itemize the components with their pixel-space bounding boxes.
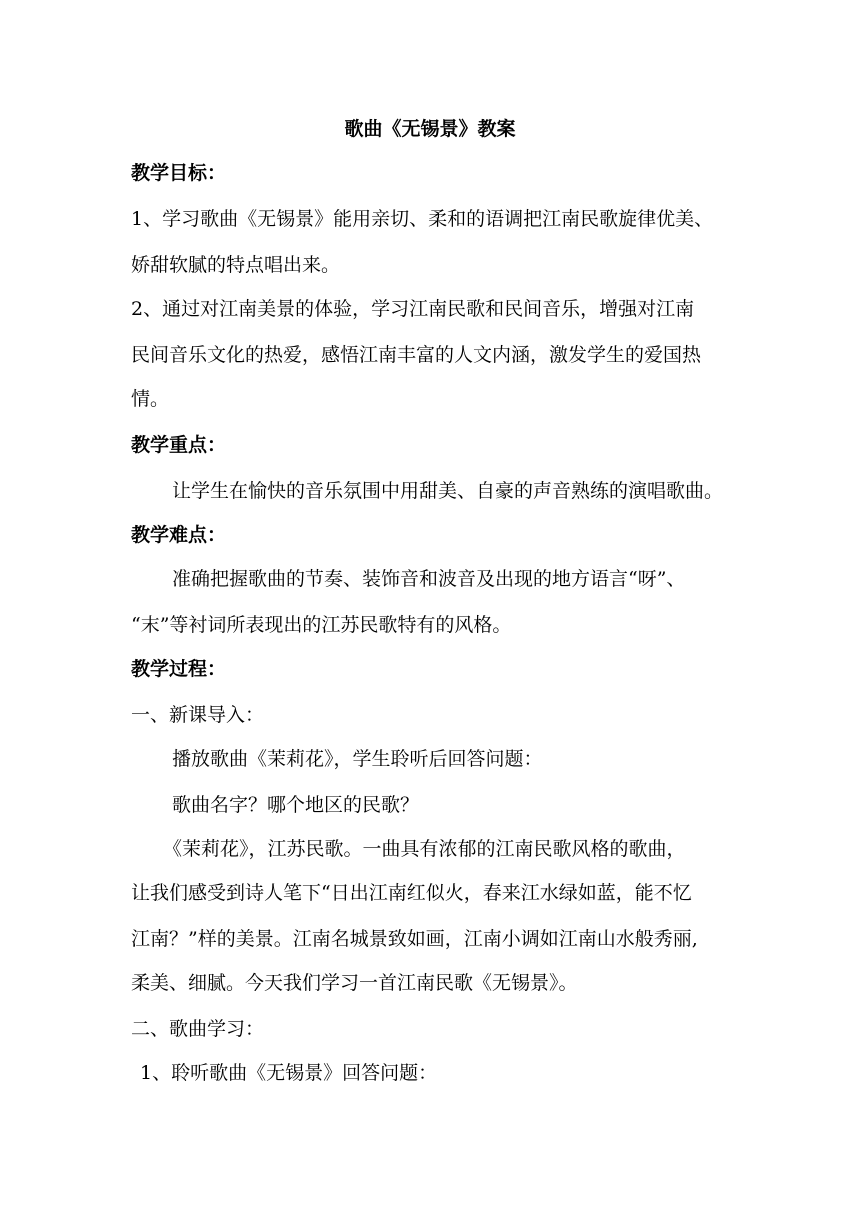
- section-1-paragraph-3-line-3: 江南？”样的美景。江南名城景致如画，江南小调如江南山水般秀丽,: [131, 928, 698, 950]
- objective-1-line-1: 1、学习歌曲《无锡景》能用亲切、柔和的语调把江南民歌旋律优美、: [131, 208, 714, 230]
- key-points-text: 让学生在愉快的音乐氛围中用甜美、自豪的声音熟练的演唱歌曲。: [172, 480, 724, 502]
- section-1-paragraph-3-line-1: 《茉莉花》，江苏民歌。一曲具有浓郁的江南民歌风格的歌曲，: [163, 838, 686, 860]
- section-1-paragraph-2: 歌曲名字？哪个地区的民歌？: [172, 794, 420, 816]
- section-1-paragraph-3-line-2: 让我们感受到诗人笔下“日出江南红似火，春来江水绿如蓝，能不忆: [131, 882, 692, 904]
- section-1-paragraph-1: 播放歌曲《茉莉花》，学生聆听后回答问题：: [172, 748, 543, 770]
- objective-2-line-2: 民间音乐文化的热爱，感悟江南丰富的人文内涵，激发学生的爱国热: [131, 344, 702, 366]
- section-2-heading: 二、歌曲学习：: [131, 1018, 265, 1040]
- objectives-heading: 教学目标：: [131, 162, 227, 184]
- difficulty-line-2: “末”等衬词所表现出的江苏民歌特有的风格。: [131, 614, 512, 636]
- objective-2-line-1: 2、通过对江南美景的体验，学习江南民歌和民间音乐，增强对江南: [131, 298, 695, 320]
- process-heading: 教学过程：: [131, 658, 227, 680]
- section-1-paragraph-3-line-4: 柔美、细腻。今天我们学习一首江南民歌《无锡景》。: [131, 972, 578, 994]
- section-1-heading: 一、新课导入：: [131, 704, 265, 726]
- difficulty-line-1: 准确把握歌曲的节奏、装饰音和波音及出现的地方语言“呀”、: [172, 568, 686, 590]
- objective-2-line-3: 情。: [131, 388, 170, 410]
- objective-1-line-2: 娇甜软腻的特点唱出来。: [131, 254, 341, 276]
- section-2-item-1: 1、聆听歌曲《无锡景》回答问题：: [140, 1062, 438, 1084]
- difficulty-heading: 教学难点：: [131, 524, 227, 546]
- key-points-heading: 教学重点：: [131, 434, 227, 456]
- document-title: 歌曲《无锡景》教案: [344, 118, 516, 140]
